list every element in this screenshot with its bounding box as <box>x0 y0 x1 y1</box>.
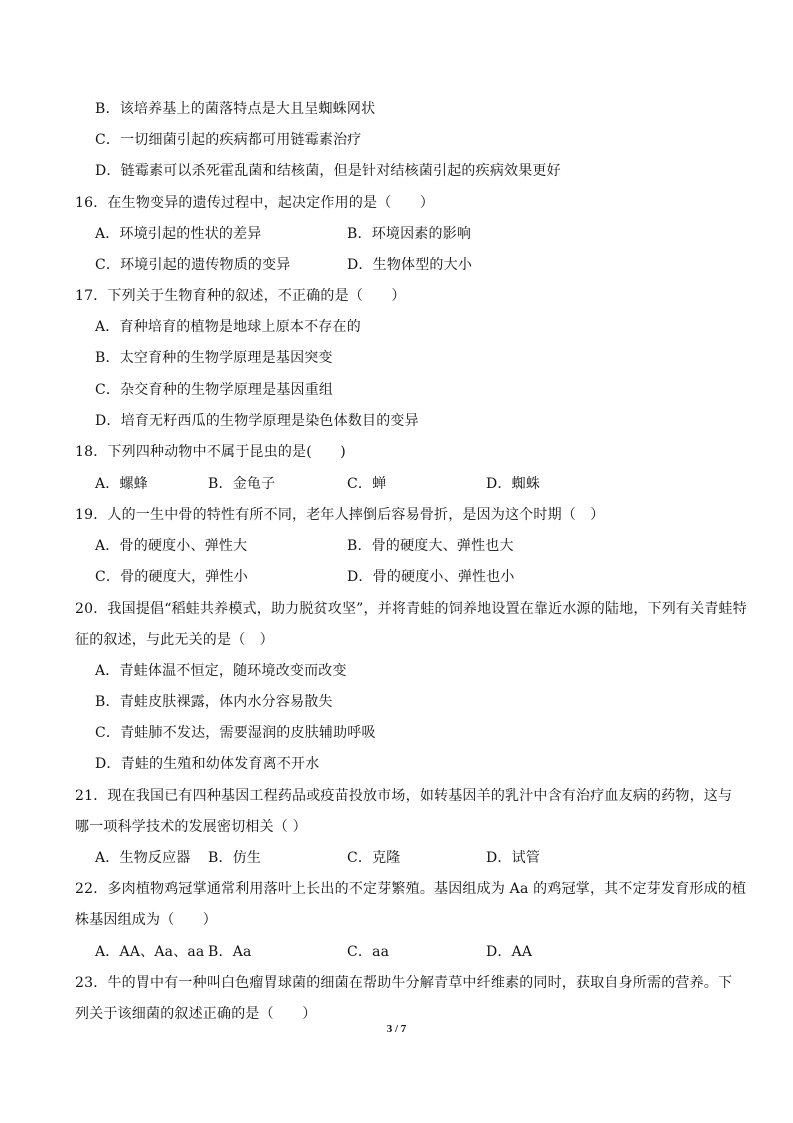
q21-option-c: C．克隆 <box>347 850 401 866</box>
q21-option-a: A．生物反应器 <box>95 850 191 866</box>
q17-option-a: A．育种培育的植物是地球上原本不存在的 <box>95 319 361 335</box>
q16-option-b: B．环境因素的影响 <box>347 226 472 242</box>
q18-option-b: B．金龟子 <box>208 476 276 492</box>
q19-option-b: B．骨的硬度大、弹性也大 <box>347 538 514 554</box>
q19-option-d: D．骨的硬度小、弹性也小 <box>347 569 515 585</box>
q18-option-d: D．蜘蛛 <box>486 476 541 492</box>
q23-stem-line1: 23．牛的胃中有一种叫白色瘤胃球菌的细菌在帮助牛分解青草中纤维素的同时，获取自身所需的营养。下 <box>75 975 733 991</box>
q15-option-b: B．该培养基上的菌落特点是大且呈蜘蛛网状 <box>95 101 376 117</box>
q22-option-b: B．Aa <box>208 944 252 960</box>
q16-stem: 16．在生物变异的遗传过程中，起决定作用的是（ ） <box>75 195 435 211</box>
q19-option-c: C．骨的硬度大，弹性小 <box>95 569 248 585</box>
q17-stem: 17．下列关于生物育种的叙述，不正确的是（ ） <box>75 288 406 304</box>
q22-option-c: C．aa <box>347 944 390 960</box>
q19-stem: 19．人的一生中骨的特性有所不同，老年人摔倒后容易骨折，是因为这个时期（ ） <box>75 507 605 523</box>
q20-option-a: A．青蛙体温不恒定，随环境改变而改变 <box>95 663 347 679</box>
q23-stem-line2: 列关于该细菌的叙述正确的是（ ） <box>75 1006 317 1022</box>
page-number: 3 / 7 <box>386 1023 407 1035</box>
q15-option-d: D．链霉素可以杀死霍乱菌和结核菌，但是针对结核菌引起的疾病效果更好 <box>95 163 561 179</box>
q18-option-a: A．螺蜂 <box>95 476 148 492</box>
q19-option-a: A．骨的硬度小、弹性大 <box>95 538 248 554</box>
q22-stem-line1: 22．多肉植物鸡冠掌通常利用落叶上长出的不定芽繁殖。基因组成为 Aa 的鸡冠掌，其不定芽发育形成的植 <box>75 881 747 897</box>
q22-option-a: A．AA、Aa、aa <box>95 944 205 960</box>
q18-option-c: C．蝉 <box>347 476 387 492</box>
q20-option-c: C．青蛙肺不发达，需要湿润的皮肤辅助呼吸 <box>95 725 376 741</box>
q21-option-b: B．仿生 <box>208 850 262 866</box>
q22-option-d: D．AA <box>486 944 533 960</box>
q17-option-c: C．杂交育种的生物学原理是基因重组 <box>95 382 334 398</box>
q20-option-d: D．青蛙的生殖和幼体发育离不开水 <box>95 756 320 772</box>
q18-stem: 18．下列四种动物中不属于昆虫的是( ) <box>75 444 346 460</box>
q16-option-c: C．环境引起的遗传物质的变异 <box>95 257 291 273</box>
q20-option-b: B．青蛙皮肤裸露，体内水分容易散失 <box>95 694 333 710</box>
q15-option-c: C．一切细菌引起的疾病都可用链霉素治疗 <box>95 132 362 148</box>
q21-stem-line1: 21．现在我国已有四种基因工程药品或疫苗投放市场，如转基因羊的乳汁中含有治疗血友病的药物，这与 <box>75 788 733 804</box>
q21-stem-line2: 哪一项科学技术的发展密切相关（ ） <box>75 819 307 835</box>
q16-option-d: D．生物体型的大小 <box>347 257 473 273</box>
q17-option-b: B．太空育种的生物学原理是基因突变 <box>95 350 333 366</box>
q22-stem-line2: 株基因组成为（ ） <box>75 912 217 928</box>
q20-stem-line1: 20．我国提倡“稻蛙共养模式，助力脱贫攻坚”，并将青蛙的饲养地设置在靠近水源的陆地，下列有关青蛙特 <box>75 601 747 617</box>
q20-stem-line2: 征的叙述，与此无关的是（ ） <box>75 632 274 648</box>
q16-option-a: A．环境引起的性状的差异 <box>95 226 262 242</box>
q17-option-d: D．培育无籽西瓜的生物学原理是染色体数目的变异 <box>95 413 419 429</box>
q21-option-d: D．试管 <box>486 850 541 866</box>
